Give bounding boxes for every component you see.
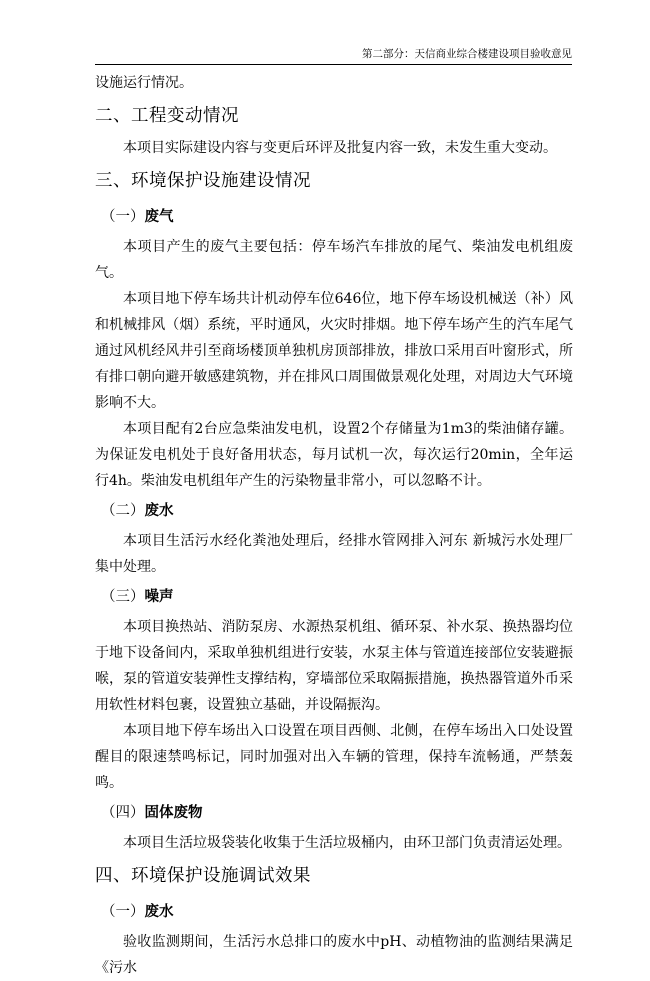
section-3-heading: 三、环境保护设施建设情况 [95, 171, 311, 191]
subsection-wastewater-results-heading [95, 895, 573, 929]
header-text: 第二部分：天信商业综合楼建设项目验收意见 [362, 48, 572, 60]
document-body [95, 70, 573, 981]
subsection-number: （一） [101, 904, 145, 920]
subsection-title: 废水 [144, 903, 174, 920]
noise-paragraph-2: 本项目地下停车场出入口设置在项目西侧、北侧，在停车场出入口处设置醒目的限速禁鸣标记，同时加强对出入车辆的管理，保持车流畅通，严禁轰鸣。 [95, 723, 573, 791]
subsection-title: 废水 [144, 502, 174, 519]
exhaust-gas-paragraph-1: 本项目产生的废气主要包括：停车场汽车排放的尾气、柴油发电机组废气。 [95, 239, 573, 281]
solid-waste-paragraph: 本项目生活垃圾袋装化收集于生活垃圾桶内，由环卫部门负责清运处理。 [123, 835, 571, 851]
subsection-title: 固体废物 [144, 804, 203, 821]
subsection-number: （四） [101, 805, 145, 821]
subsection-solid-waste-heading [95, 796, 573, 830]
section-2-paragraph: 本项目实际建设内容与变更后环评及批复内容一致，未发生重大变动。 [123, 140, 557, 156]
intro-text: 设施运行情况。 [95, 75, 193, 91]
noise-paragraph-1: 本项目换热站、消防泵房、水源热泵机组、循环泵、补水泵、换热器均位于地下设备间内，采取单独机组进行安装，水泵主体与管道连接部位安装避振喉，泵的管道安装弹性支撑结构，穿墙部位采取隔振措施，换热器管道外币采用软性材料包裹，设置独立基础，并设隔振沟。 [95, 619, 573, 713]
subsection-exhaust-gas-heading [95, 200, 573, 234]
subsection-title: 废气 [144, 208, 174, 225]
exhaust-gas-paragraph-2: 本项目地下停车场共计机动停车位646位，地下停车场设机械送（补）风和机械排风（烟）系统，平时通风，火灾时排烟。地下停车场产生的汽车尾气通过风机经风井引至商场楼顶单独机房顶部排放，排放口采用百叶窗形式，所有排口朝向避开敏感建筑物，并在排风口周围做景观化处理，对周边大气环境影响不大。 [95, 291, 573, 411]
subsection-noise-heading [95, 580, 573, 614]
subsection-number: （一） [101, 209, 145, 225]
wastewater-paragraph: 本项目生活污水经化粪池处理后，经排水管网排入河东 新城污水处理厂集中处理。 [95, 533, 573, 575]
wastewater-results-paragraph: 验收监测期间，生活污水总排口的废水中pH、动植物油的监测结果满足《污水 [95, 934, 573, 976]
exhaust-gas-paragraph-3: 本项目配有2台应急柴油发电机，设置2个存储量为1m3的柴油储存罐。为保证发电机处于良好备用状态，每月试机一次，每次运行20min，全年运行4h。柴油发电机组年产生的污染物量非常小，可以忽略不计。 [95, 421, 573, 489]
subsection-number: （二） [101, 503, 145, 519]
section-2-heading: 二、工程变动情况 [95, 106, 239, 126]
subsection-wastewater-heading [95, 494, 573, 528]
section-4-heading: 四、环境保护设施调试效果 [95, 866, 311, 886]
subsection-title: 噪声 [144, 588, 174, 605]
page-header [95, 44, 572, 65]
subsection-number: （三） [101, 589, 145, 605]
